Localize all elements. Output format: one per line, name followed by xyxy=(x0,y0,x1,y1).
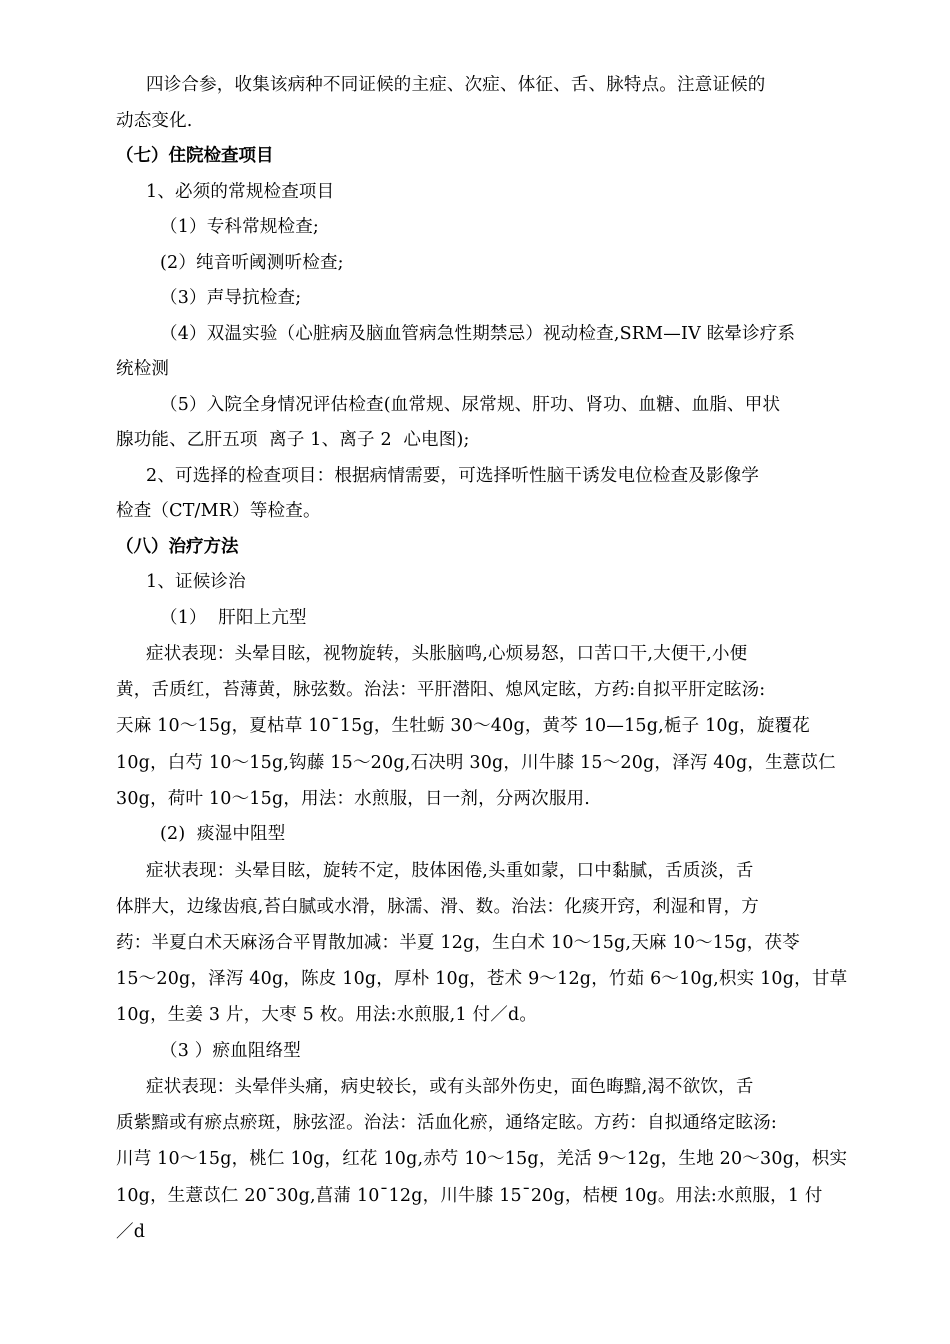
type-3-title: （3 ）瘀血阻络型 xyxy=(160,1040,301,1061)
exam-item-4-line-2: 统检测 xyxy=(116,359,170,379)
type-3-line-1: 症状表现：头晕伴头痛，病史较长，或有头部外伤史，面色晦黯,渴不欲饮，舌 xyxy=(146,1077,754,1098)
type-2-line-4: 15～20g，泽泻 40g，陈皮 10g，厚朴 10g，苍术 9～12g，竹茹 6～10g,枳实 10g，甘草 xyxy=(116,969,848,990)
exam-item-3: （3）声导抗检查; xyxy=(160,288,302,308)
document-page xyxy=(116,68,848,1250)
type-1-line-4: 10g，白芍 10～15g,钩藤 15～20g,石决明 30g，川牛膝 15～20g，泽泻 40g，生薏苡仁 xyxy=(116,752,836,773)
type-2-line-2: 体胖大，边缘齿痕,苔白腻或水滑，脉濡、滑、数。治法：化痰开窍，利湿和胃，方 xyxy=(116,896,759,917)
type-2-line-3: 药：半夏白术天麻汤合平胃散加减：半夏 12g，生白术 10～15g,天麻 10～15g，茯苓 xyxy=(116,932,800,953)
section-8-heading: （八）治疗方法 xyxy=(116,536,239,557)
exam-item-2: (2）纯音听阈测听检查; xyxy=(160,252,344,273)
type-1-line-1: 症状表现：头晕目眩，视物旋转，头胀脑鸣,心烦易怒，口苦口干,大便干,小便 xyxy=(146,644,748,664)
type-3-line-4: 10g，生薏苡仁 20¯30g,菖蒲 10¯12g，川牛膝 15¯20g，桔梗 10g。用法:水煎服，1 付 xyxy=(116,1185,823,1206)
exam-item-4-line-1: （4）双温实验（心脏病及脑血管病急性期禁忌）视动检查,SRM—IV 眩晕诊疗系 xyxy=(160,323,796,344)
type-1-line-5: 30g，荷叶 10～15g，用法：水煎服，日一剂，分两次服用. xyxy=(116,788,591,809)
type-3-line-5: ／d xyxy=(116,1221,146,1242)
type-2-title: (2) 痰湿中阻型 xyxy=(160,824,286,845)
exam-item-1: （1）专科常规检查; xyxy=(160,217,320,237)
exam-item-5-line-1: （5）入院全身情况评估检查(血常规、尿常规、肝功、肾功、血糖、血脂、甲状 xyxy=(160,394,781,415)
type-3-line-3: 川芎 10～15g，桃仁 10g，红花 10g,赤芍 10～15g，羌活 9～12g，生地 20～30g，枳实 xyxy=(116,1149,848,1170)
syndrome-treatment-title: 1、证候诊治 xyxy=(146,572,246,592)
required-exams-title: 1、必须的常规检查项目 xyxy=(146,181,335,202)
type-3-line-2: 质紫黯或有瘀点瘀斑，脉弦涩。治法：活血化瘀，通络定眩。方药：自拟通络定眩汤: xyxy=(116,1113,777,1134)
optional-exams-line-1: 2、可选择的检查项目：根据病情需要，可选择听性脑干诱发电位检查及影像学 xyxy=(146,465,760,486)
type-1-title: （1） 肝阳上亢型 xyxy=(160,607,307,628)
exam-item-5-line-2: 腺功能、乙肝五项 离子 1、离子 2 心电图); xyxy=(116,430,470,450)
diagnosis-text-line-2: 动态变化. xyxy=(116,110,193,131)
section-7-heading: （七）住院检查项目 xyxy=(116,146,274,166)
diagnosis-text-line-1: 四诊合参，收集该病种不同证候的主症、次症、体征、舌、脉特点。注意证候的 xyxy=(146,75,766,95)
type-1-line-2: 黄，舌质红，苔薄黄，脉弦数。治法：平肝潜阳、熄风定眩，方药:自拟平肝定眩汤: xyxy=(116,680,766,701)
type-1-line-3: 天麻 10～15g，夏枯草 10¯15g，生牡蛎 30～40g，黄芩 10—15g,栀子 10g，旋覆花 xyxy=(116,716,810,737)
optional-exams-line-2: 检查（CT/MR）等检查。 xyxy=(116,501,321,521)
type-2-line-5: 10g，生姜 3 片，大枣 5 枚。用法:水煎服,1 付／d。 xyxy=(116,1005,538,1026)
type-2-line-1: 症状表现：头晕目眩，旋转不定，肢体困倦,头重如蒙，口中黏腻，舌质淡，舌 xyxy=(146,860,754,881)
